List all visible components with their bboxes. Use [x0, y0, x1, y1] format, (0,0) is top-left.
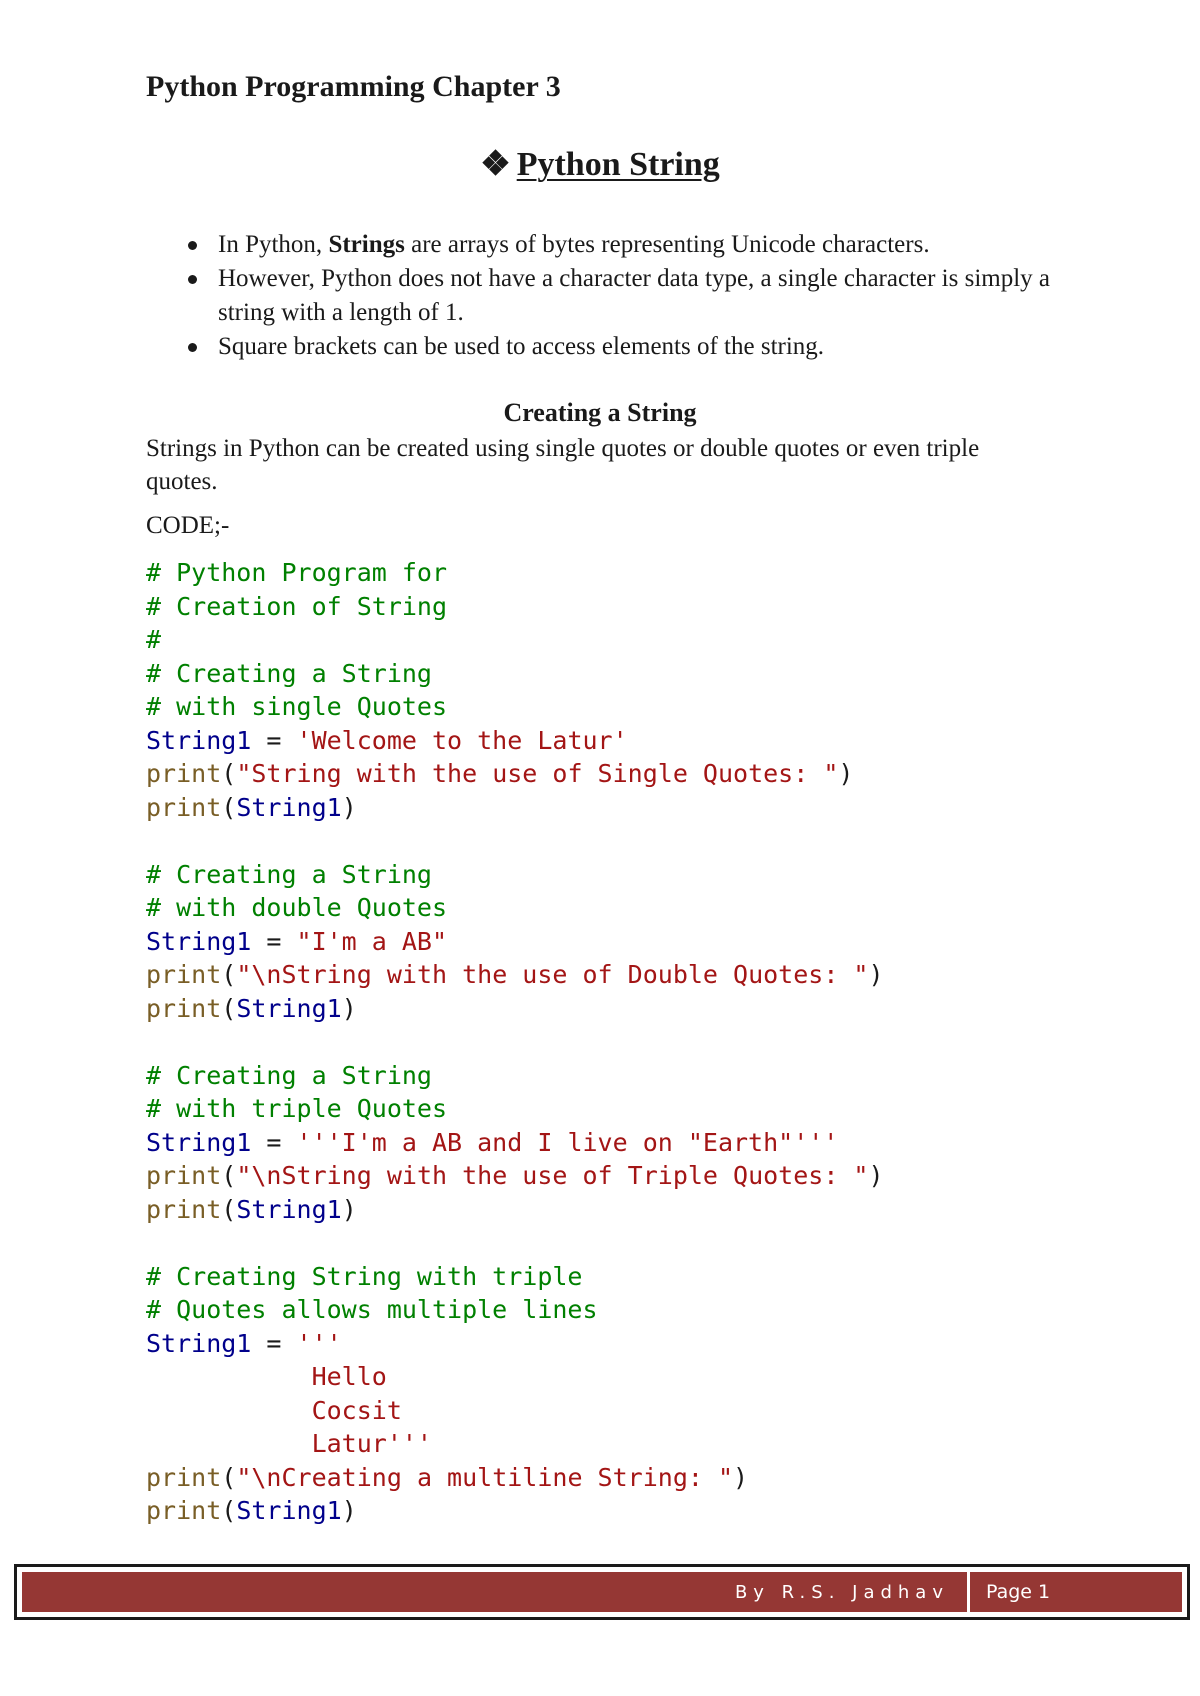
code-token-func: print: [146, 759, 222, 788]
diamond-bullet-icon: ❖: [480, 146, 511, 183]
code-line: [146, 1293, 884, 1327]
code-block: [146, 556, 884, 1528]
code-token-str: 'Welcome to the Latur': [296, 725, 628, 755]
code-token-func: print: [146, 960, 222, 989]
footer-page-number: Page 1: [986, 1581, 1051, 1603]
bullet-bold-text: Strings: [328, 231, 405, 258]
code-line: [146, 791, 884, 825]
code-token-var: String1: [236, 792, 342, 822]
code-token-var: String1: [236, 1194, 342, 1224]
code-token-comment: # Creating a String: [146, 1060, 432, 1090]
code-token-func: print: [146, 1462, 222, 1492]
code-line: [146, 1494, 884, 1528]
code-token-plain: (: [221, 993, 237, 1023]
code-line: [146, 1059, 884, 1093]
footer-band: [22, 1572, 1182, 1612]
code-line: [146, 992, 884, 1026]
code-token-var: String1: [146, 725, 252, 755]
code-token-plain: =: [251, 926, 297, 956]
code-token-comment: # Python Program for: [146, 558, 448, 587]
code-line: [146, 958, 884, 992]
code-token-var: String1: [236, 1496, 342, 1525]
code-line: [146, 1461, 884, 1495]
code-token-func: print: [146, 792, 222, 822]
code-token-comment: # with double Quotes: [146, 893, 448, 922]
code-token-var: String1: [146, 1127, 252, 1157]
code-label: CODE;-: [146, 512, 230, 539]
code-token-str: "\nString with the use of Double Quotes: ": [236, 960, 869, 989]
code-token-comment: # Creation of String: [146, 591, 448, 621]
code-token-func: print: [146, 1496, 222, 1525]
code-token-str: "\nCreating a multiline String: ": [236, 1462, 734, 1492]
code-line: [146, 824, 884, 858]
code-line: [146, 1427, 884, 1461]
code-line: [146, 1360, 884, 1394]
code-token-plain: (: [221, 1462, 237, 1492]
code-token-comment: # Quotes allows multiple lines: [146, 1295, 598, 1324]
code-token-plain: (: [221, 1496, 237, 1525]
code-token-plain: (: [221, 792, 237, 822]
code-token-var: String1: [146, 926, 252, 956]
code-token-var: String1: [146, 1328, 252, 1358]
code-token-func: print: [146, 1194, 222, 1224]
code-token-var: String1: [236, 993, 342, 1023]
code-line: [146, 1126, 884, 1160]
code-token-plain: =: [251, 1127, 297, 1157]
code-line: [146, 925, 884, 959]
code-token-comment: # Creating a String: [146, 859, 432, 889]
section-heading: [0, 144, 1200, 184]
code-line: [146, 1092, 884, 1126]
creating-string-paragraph: Strings in Python can be created using single quotes or double quotes or even triple quotes.: [146, 435, 980, 495]
code-token-str: "I'm a AB": [296, 926, 448, 956]
bullet-text: However, Python does not have a character data type, a single character is simply a string with a length of 1.: [218, 265, 1051, 326]
code-token-plain: ): [341, 1496, 357, 1525]
code-token-plain: (: [221, 1161, 237, 1190]
code-token-plain: (: [221, 960, 237, 989]
code-token-plain: ): [838, 759, 854, 788]
code-line: [146, 690, 884, 724]
code-line: [146, 1159, 884, 1193]
code-token-plain: ): [868, 960, 884, 989]
code-line: [146, 1226, 884, 1260]
code-token-comment: # Creating String with triple: [146, 1261, 583, 1291]
code-token-plain: ): [868, 1161, 884, 1190]
code-line: [146, 1327, 884, 1361]
code-token-comment: # with single Quotes: [146, 692, 448, 721]
code-token-comment: # Creating a String: [146, 658, 432, 688]
code-token-plain: =: [251, 725, 297, 755]
code-line: [146, 657, 884, 691]
code-token-plain: ): [733, 1462, 749, 1492]
code-line: [146, 1260, 884, 1294]
code-token-str: Latur''': [146, 1429, 432, 1458]
bullet-dot-icon: [188, 241, 197, 250]
code-token-func: print: [146, 993, 222, 1023]
creating-string-heading: Creating a String: [503, 398, 697, 427]
section-heading-text: Python String: [516, 146, 720, 183]
bullet-item: [178, 262, 1078, 330]
code-line: [146, 623, 884, 657]
code-token-func: print: [146, 1161, 222, 1190]
code-token-plain: (: [221, 1194, 237, 1224]
code-line: [146, 891, 884, 925]
code-token-str: "String with the use of Single Quotes: ": [236, 759, 839, 788]
code-token-plain: (: [221, 759, 237, 788]
code-token-plain: ): [341, 792, 357, 822]
code-line: [146, 556, 884, 590]
bullet-item: [178, 330, 1078, 364]
bullet-dot-icon: [188, 343, 197, 352]
code-token-str: Hello: [146, 1362, 387, 1391]
code-token-comment: # with triple Quotes: [146, 1094, 448, 1123]
chapter-title: Python Programming Chapter 3: [146, 70, 561, 103]
code-line: [146, 858, 884, 892]
bullet-text: Square brackets can be used to access elements of the string.: [218, 333, 825, 360]
page-footer: [14, 1564, 1190, 1620]
code-line: [146, 590, 884, 624]
bullet-dot-icon: [188, 275, 197, 284]
code-token-plain: ): [341, 993, 357, 1023]
code-token-plain: =: [251, 1328, 297, 1358]
code-line: [146, 757, 884, 791]
code-line: [146, 1394, 884, 1428]
code-token-str: Cocsit: [146, 1395, 402, 1425]
footer-author: By R.S. Jadhav: [734, 1581, 949, 1603]
code-token-str: ''': [296, 1328, 342, 1358]
code-token-plain: ): [341, 1194, 357, 1224]
intro-bullet-list: [178, 228, 1078, 364]
bullet-text: are arrays of bytes representing Unicode characters.: [404, 231, 930, 258]
bullet-item: [178, 228, 1078, 262]
bullet-text: In Python,: [218, 231, 329, 258]
code-token-str: '''I'm a AB and I live on "Earth"''': [296, 1127, 839, 1157]
code-line: [146, 1025, 884, 1059]
code-token-comment: #: [146, 625, 162, 654]
code-line: [146, 1193, 884, 1227]
code-token-str: "\nString with the use of Triple Quotes: ": [236, 1161, 869, 1190]
code-line: [146, 724, 884, 758]
